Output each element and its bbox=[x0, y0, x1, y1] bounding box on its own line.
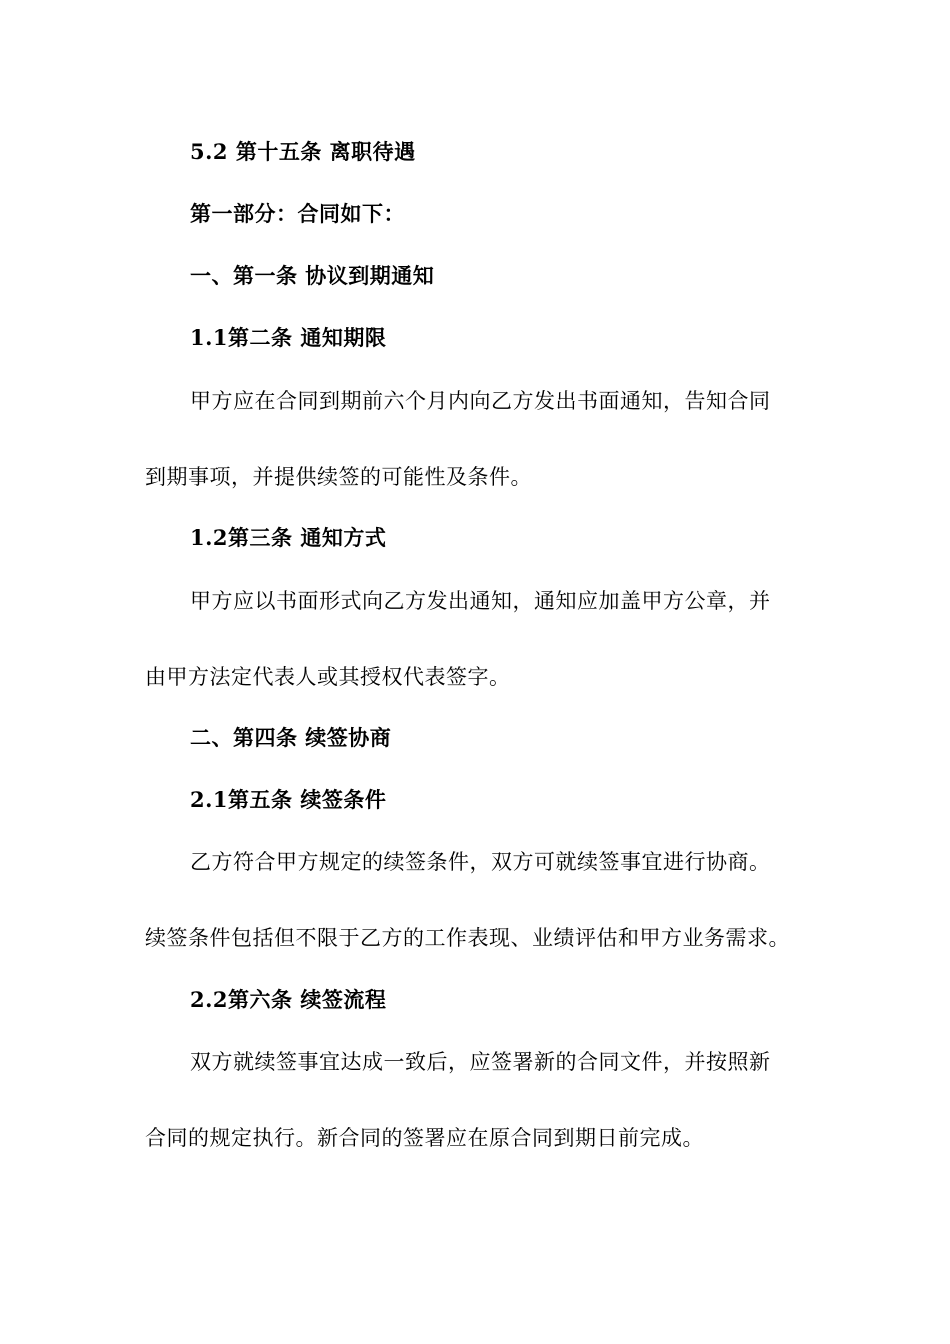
paragraph-line: 乙方符合甲方规定的续签条件，双方可就续签事宜进行协商。 bbox=[190, 850, 771, 874]
clause-heading: 2.2第六条 续签流程 bbox=[190, 987, 387, 1012]
clause-heading: 1.2第三条 通知方式 bbox=[190, 525, 387, 550]
clause-heading: 1.1第二条 通知期限 bbox=[190, 325, 387, 350]
part-heading: 第一部分：合同如下： bbox=[190, 201, 405, 226]
paragraph-line: 双方就续签事宜达成一致后，应签署新的合同文件，并按照新 bbox=[190, 1050, 771, 1074]
article-heading: 一、第一条 协议到期通知 bbox=[190, 263, 435, 288]
article-heading: 二、第四条 续签协商 bbox=[190, 725, 392, 750]
paragraph-line: 续签条件包括但不限于乙方的工作表现、业绩评估和甲方业务需求。 bbox=[145, 926, 790, 950]
clause-heading: 2.1第五条 续签条件 bbox=[190, 787, 387, 812]
section-heading: 5.2 第十五条 离职待遇 bbox=[190, 139, 416, 164]
paragraph-line: 由甲方法定代表人或其授权代表签字。 bbox=[145, 665, 511, 689]
paragraph-line: 合同的规定执行。新合同的签署应在原合同到期日前完成。 bbox=[145, 1126, 704, 1150]
paragraph-line: 到期事项，并提供续签的可能性及条件。 bbox=[145, 465, 532, 489]
paragraph-line: 甲方应以书面形式向乙方发出通知，通知应加盖甲方公章，并 bbox=[190, 589, 771, 613]
paragraph-line: 甲方应在合同到期前六个月内向乙方发出书面通知，告知合同 bbox=[190, 389, 771, 413]
